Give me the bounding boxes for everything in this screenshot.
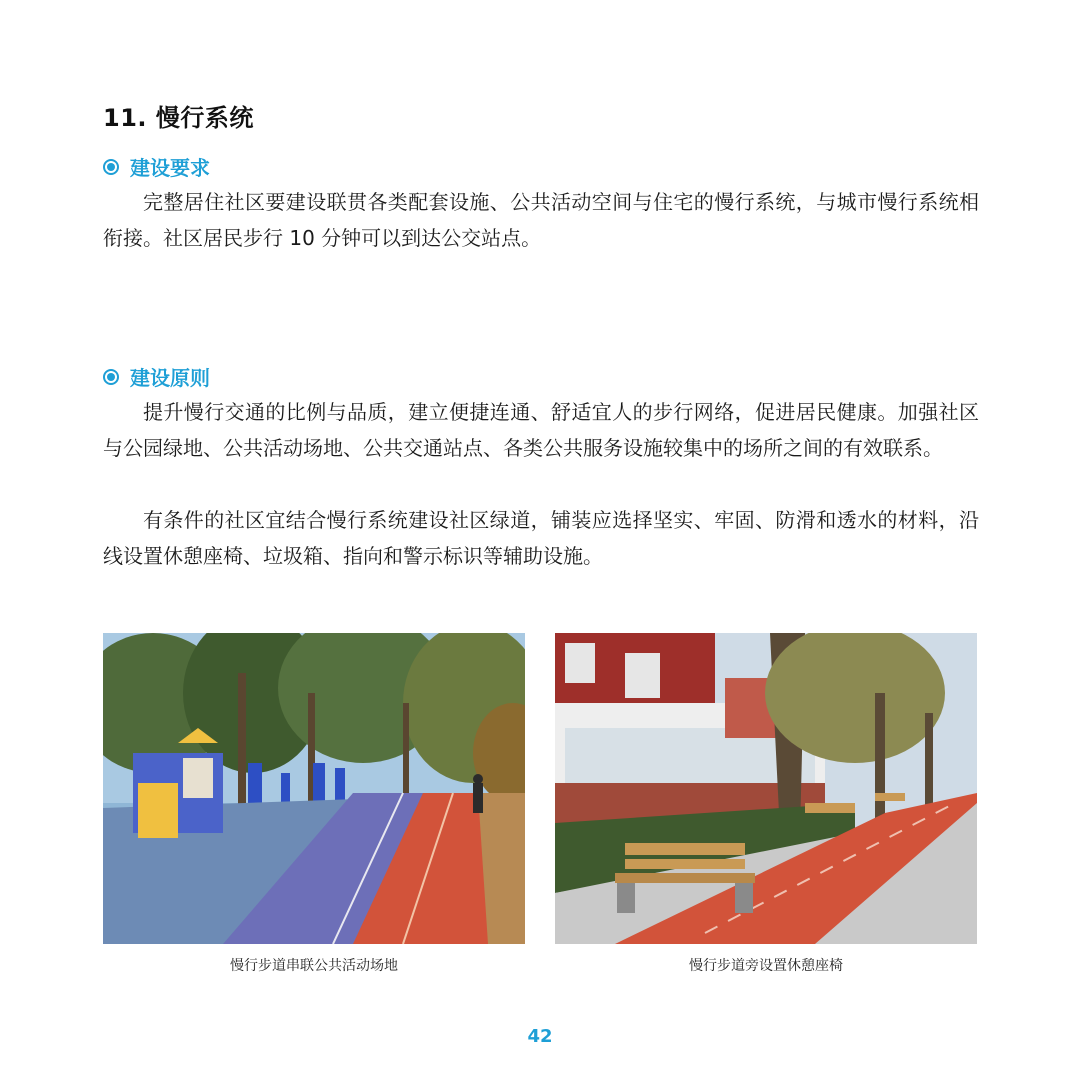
section-number: 11.: [103, 104, 148, 132]
subheading-label: 建设原则: [130, 366, 210, 390]
principles-paragraph-2: 有条件的社区宜结合慢行系统建设社区绿道，铺装应选择坚实、牢固、防滑和透水的材料，沿线设置休憩座椅、垃圾箱、指向和警示标识等辅助设施。: [103, 508, 979, 568]
requirements-paragraph: 完整居住社区要建设联贯各类配套设施、公共活动空间与住宅的慢行系统，与城市慢行系统相衔接。社区居民步行 10 分钟可以到达公交站点。: [103, 190, 979, 250]
subheading-label: 建设要求: [130, 156, 210, 180]
subheading-requirements: [103, 152, 210, 181]
page-number: 42: [527, 1026, 553, 1047]
section-title: 慢行系统: [155, 104, 254, 132]
subheading-principles: [103, 362, 210, 391]
principles-paragraph-1: 提升慢行交通的比例与品质，建立便捷连通、舒适宜人的步行网络，促进居民健康。加强社区与公园绿地、公共活动场地、公共交通站点、各类公共服务设施较集中的场所之间的有效联系。: [103, 400, 979, 460]
circle-bullet-icon: [103, 369, 119, 385]
circle-bullet-icon: [103, 159, 119, 175]
figure-caption-1: 慢行步道串联公共活动场地: [230, 958, 398, 974]
figure-caption-2: 慢行步道旁设置休憩座椅: [689, 958, 843, 974]
photo-walkway-benches: [555, 633, 977, 944]
page-title: [103, 98, 254, 133]
photo-walkway-playground: [103, 633, 525, 944]
